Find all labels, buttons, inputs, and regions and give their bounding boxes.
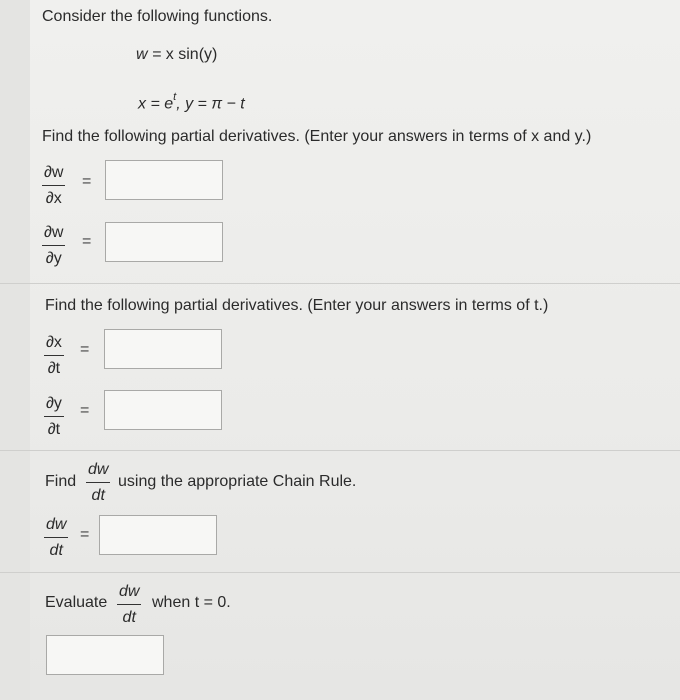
section1-instruction: Find the following partial derivatives. (Enter your answers in terms of x and y.) [42, 128, 592, 145]
function-x-y: $x = e^t$, y = π − t [138, 91, 245, 113]
chain-rule-instruction: using the appropriate Chain Rule. [118, 473, 357, 490]
function-w: w = x sin(y) [136, 46, 218, 63]
when-t-zero-text: when t = 0. [152, 594, 231, 611]
partial-y-partial-t: ∂y ∂t [46, 395, 62, 438]
section2-instruction: Find the following partial derivatives. (Enter your answers in terms of t.) [45, 297, 549, 314]
intro-text: Consider the following functions. [42, 8, 273, 25]
partial-w-partial-y: ∂w ∂y [44, 224, 64, 267]
section-divider [0, 283, 680, 284]
equals-sign: = [80, 526, 90, 543]
answer-dw-dy-input[interactable] [105, 222, 223, 262]
answer-dw-dt-input[interactable] [99, 515, 217, 555]
dw-dt-evaluate-fraction: dw dt [119, 583, 140, 626]
equals-sign: = [82, 233, 92, 250]
answer-evaluate-input[interactable] [46, 635, 164, 675]
dw-dt-fraction: dw dt [88, 461, 109, 504]
partial-w-partial-x: ∂w ∂x [44, 164, 64, 207]
evaluate-word: Evaluate [45, 594, 108, 611]
find-word: Find [45, 473, 77, 490]
answer-dx-dt-input[interactable] [104, 329, 222, 369]
answer-dw-dx-input[interactable] [105, 160, 223, 200]
section-divider [0, 572, 680, 573]
equals-sign: = [82, 173, 92, 190]
equals-sign: = [80, 341, 90, 358]
dw-dt-label: dw dt [46, 516, 67, 559]
equals-sign: = [80, 402, 90, 419]
section-divider [0, 450, 680, 451]
answer-dy-dt-input[interactable] [104, 390, 222, 430]
partial-x-partial-t: ∂x ∂t [46, 334, 62, 377]
